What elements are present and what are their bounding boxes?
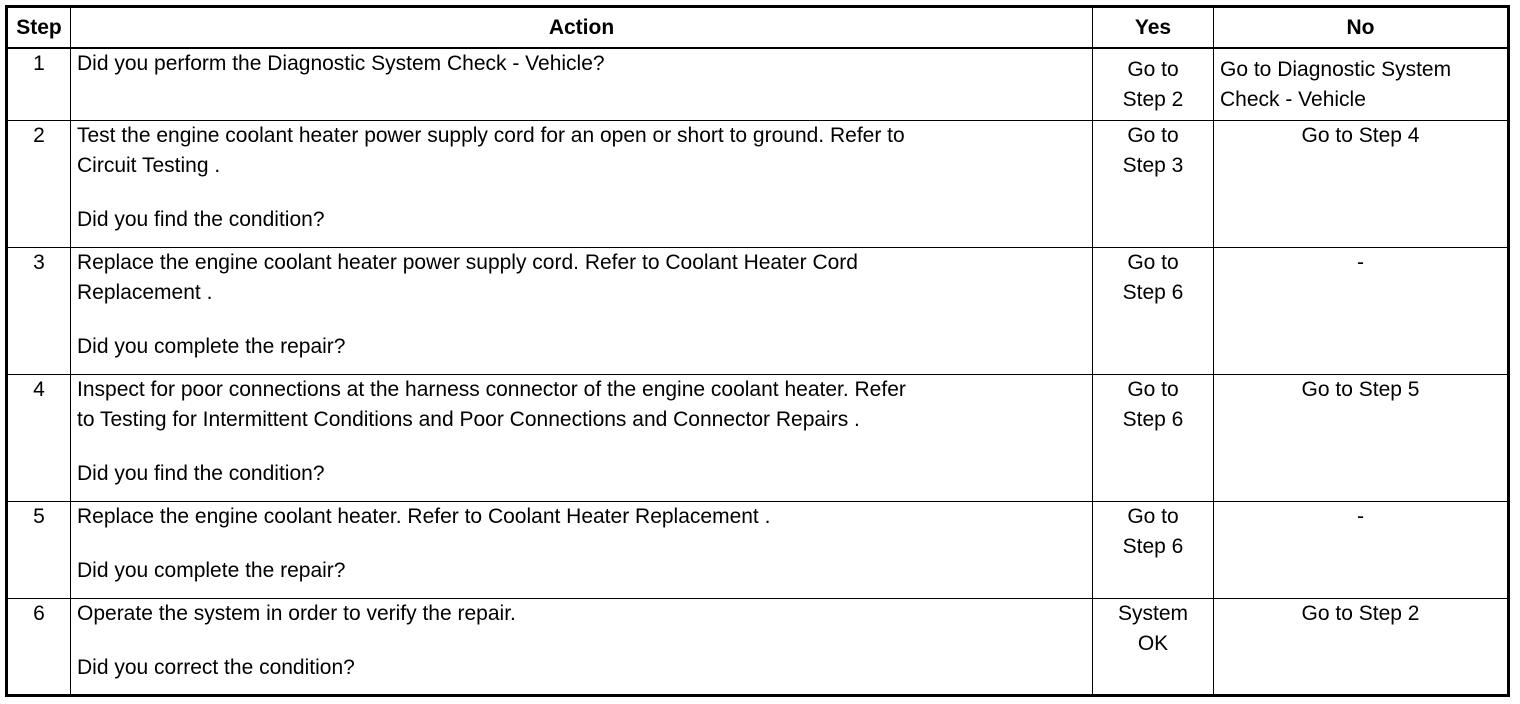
no-cell [1214, 598, 1509, 695]
question-text: Did you correct the condition? [77, 655, 355, 679]
yes-cell [1093, 374, 1214, 501]
action-text: Replace the engine coolant heater power supply cord. Refer to Coolant Heater Cord [77, 250, 858, 274]
no-cell [1214, 501, 1509, 598]
diagnostic-table-container [5, 5, 1507, 697]
no-text: Go to Step 4 [1301, 123, 1420, 147]
step-number: 6 [7, 598, 71, 695]
question-text: Did you complete the repair? [77, 334, 346, 358]
action-cell [71, 120, 1093, 247]
step-number: 4 [7, 374, 71, 501]
action-text: Did you perform the Diagnostic System Check - Vehicle? [77, 52, 605, 75]
header-row [7, 7, 1509, 49]
no-cell [1214, 247, 1509, 374]
yes-text: Go to [1127, 250, 1179, 274]
header-step: Step [7, 7, 71, 49]
no-text: Check - Vehicle [1220, 88, 1366, 111]
diagnostic-table [5, 5, 1510, 697]
table-row [7, 374, 1509, 501]
yes-text: Step 6 [1122, 534, 1184, 558]
step-number: 2 [7, 120, 71, 247]
yes-text: OK [1137, 631, 1169, 655]
question-text: Did you find the condition? [77, 207, 325, 231]
yes-text: Step 6 [1122, 407, 1184, 431]
no-text: Go to Step 5 [1301, 377, 1420, 401]
yes-text: Go to [1127, 377, 1179, 401]
step-number: 3 [7, 247, 71, 374]
header-no: No [1214, 7, 1509, 49]
yes-cell [1093, 48, 1214, 120]
table-row [7, 120, 1509, 247]
no-text: - [1357, 504, 1364, 528]
action-text: to Testing for Intermittent Conditions and Poor Connections and Connector Repairs . [77, 407, 860, 431]
no-cell [1214, 120, 1509, 247]
action-cell [71, 501, 1093, 598]
table-body [7, 48, 1509, 695]
yes-text: Go to [1127, 58, 1179, 81]
table-row [7, 598, 1509, 695]
yes-text: Go to [1127, 123, 1179, 147]
no-text: - [1357, 250, 1364, 274]
action-text: Test the engine coolant heater power supply cord for an open or short to ground. Refer to [77, 123, 905, 147]
action-text: Replacement . [77, 280, 213, 304]
table-header [7, 7, 1509, 49]
yes-text: Step 3 [1122, 153, 1184, 177]
action-cell [71, 247, 1093, 374]
action-cell [71, 374, 1093, 501]
header-yes: Yes [1093, 7, 1214, 49]
yes-cell [1093, 247, 1214, 374]
yes-text: Step 2 [1122, 88, 1184, 111]
header-action: Action [71, 7, 1093, 49]
yes-text: System [1117, 601, 1188, 625]
action-text: Operate the system in order to verify the repair. [77, 601, 516, 625]
yes-text: Go to [1127, 504, 1179, 528]
question-text: Did you complete the repair? [77, 558, 346, 582]
yes-cell [1093, 120, 1214, 247]
action-text: Replace the engine coolant heater. Refer to Coolant Heater Replacement . [77, 504, 771, 528]
no-text: Go to Step 2 [1301, 601, 1420, 625]
table-row [7, 501, 1509, 598]
action-cell [71, 598, 1093, 695]
yes-cell [1093, 501, 1214, 598]
action-text: Inspect for poor connections at the harness connector of the engine coolant heater. Refer [77, 377, 906, 401]
table-row [7, 247, 1509, 374]
no-text: Go to Diagnostic System [1220, 58, 1452, 81]
action-cell [71, 48, 1093, 120]
yes-text: Step 6 [1122, 280, 1184, 304]
step-number: 1 [7, 48, 71, 120]
action-text: Circuit Testing . [77, 153, 221, 177]
table-row [7, 48, 1509, 120]
yes-cell [1093, 598, 1214, 695]
no-cell [1214, 374, 1509, 501]
no-cell [1214, 48, 1509, 120]
step-number: 5 [7, 501, 71, 598]
question-text: Did you find the condition? [77, 461, 325, 485]
